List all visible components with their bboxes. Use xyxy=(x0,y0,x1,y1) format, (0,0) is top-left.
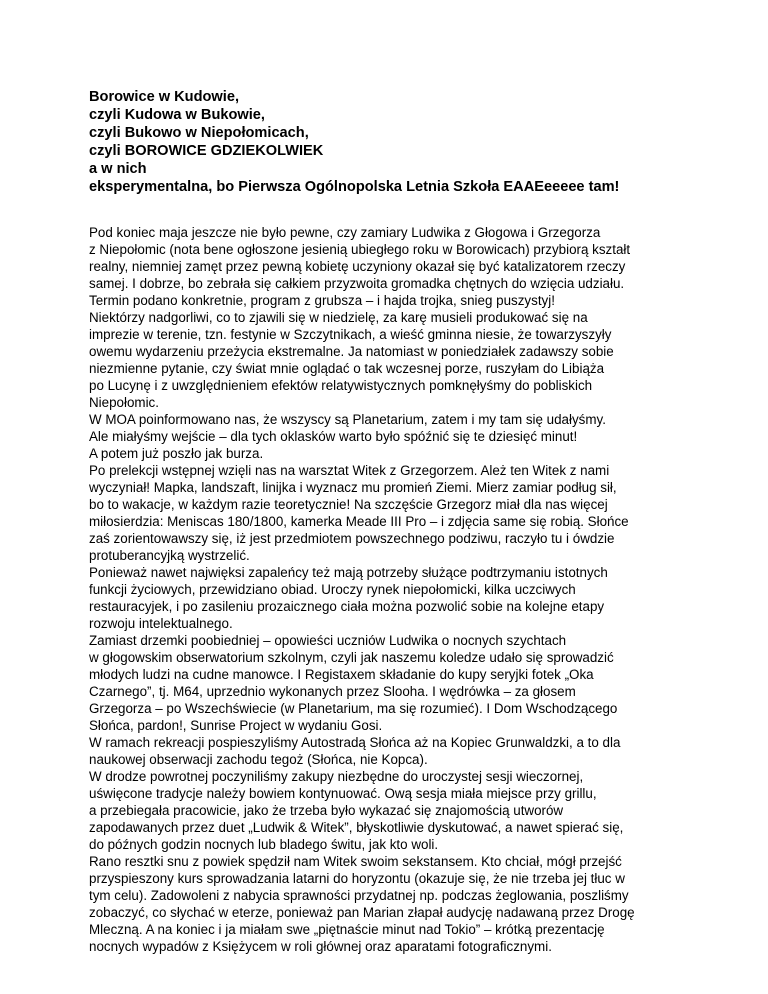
body-line: realny, niemniej zamęt przez pewną kobietę uczyniony okazał się być katalizatorem rzeczy xyxy=(89,259,626,274)
body-line: zapodawanych przez duet „Ludwik & Witek”, błyskotliwie dyskutować, a nawet spierać się, xyxy=(89,820,624,835)
heading-line: czyli BOROWICE GDZIEKOLWIEK xyxy=(89,143,324,159)
body-line: samej. I dobrze, bo zebrała się całkiem przyzwoita gromadka chętnych do wzięcia udziału. xyxy=(89,276,625,291)
body-line: Niepołomic. xyxy=(89,395,159,410)
body-line: Rano resztki snu z powiek spędził nam Witek swoim sekstansem. Kto chciał, mógł przejść xyxy=(89,854,622,869)
body-line: w głogowskim obserwatorium szkolnym, czyli jak naszemu koledze udało się sprowadzić xyxy=(89,650,614,665)
body-line: W ramach rekreacji pospieszyliśmy Autostradą Słońca aż na Kopiec Grunwaldzki, a to dla xyxy=(89,735,621,750)
body-line: tym celu). Zadowoleni z nabycia sprawności przydatnej np. podczas żeglowania, poszliśmy xyxy=(89,888,629,903)
body-line: miłosierdzia: Meniscas 180/1800, kamerka Meade III Pro – i zdjęcia same się robią. Słońce xyxy=(89,514,629,529)
body-line: a przebiegała pracowicie, jako że trzeba było wykazać się znajomością utworów xyxy=(89,803,564,818)
body-line: Po prelekcji wstępnej wzięli nas na warsztat Witek z Grzegorzem. Ależ ten Witek z nami xyxy=(89,463,610,478)
body-line: rozwoju intelektualnego. xyxy=(89,616,233,631)
document-body xyxy=(89,224,689,955)
body-line: do późnych godzin nocnych lub bladego świtu, jak kto woli. xyxy=(89,837,439,852)
document-page xyxy=(89,88,689,955)
body-line: nocnych wypadów z Księżycem w roli głównej oraz aparatami fotograficznymi. xyxy=(89,939,552,954)
body-line: przyspieszony kurs sprowadzania latarni do horyzontu (okazuje się, że nie trzeba jej tłuc w xyxy=(89,871,625,886)
body-line: Pod koniec maja jeszcze nie było pewne, czy zamiary Ludwika z Głogowa i Grzegorza xyxy=(89,225,601,240)
body-line: z Niepołomic (nota bene ogłoszone jesienią ubiegłego roku w Borowicach) przybiorą kształt xyxy=(89,242,631,257)
document-heading xyxy=(89,88,689,196)
body-line: Mleczną. A na koniec i ja miałam swe „piętnaście minut nad Tokio” – krótką prezentację xyxy=(89,922,605,937)
heading-line: czyli Bukowo w Niepołomicach, xyxy=(89,125,309,141)
body-line: Termin podano konkretnie, program z grubsza – i hajda trojka, snieg puszystyj! xyxy=(89,293,555,308)
body-line: Ponieważ nawet najwięksi zapaleńcy też mają potrzeby służące podtrzymaniu istotnych xyxy=(89,565,608,580)
body-line: zaś zorientowawszy się, iż jest przedmiotem powszechnego podziwu, raczyło tu i ówdzie xyxy=(89,531,615,546)
body-line: Słońca, pardon!, Sunrise Project w wydaniu Gosi. xyxy=(89,718,383,733)
body-line: W drodze powrotnej poczyniliśmy zakupy niezbędne do uroczystej sesji wieczornej, xyxy=(89,769,584,784)
body-line: po Lucynę i z uwzględnieniem efektów relatywistycznych pomknęłyśmy do pobliskich xyxy=(89,378,593,393)
body-line: imprezie w terenie, tzn. festynie w Szczytnikach, a wieść gminna niesie, że towarzyszyły xyxy=(89,327,612,342)
body-line: restauracyjek, i po zasileniu prozaicznego ciała można pozwolić sobie na kolejne etapy xyxy=(89,599,605,614)
heading-line: Borowice w Kudowie, xyxy=(89,89,240,105)
body-line: funkcji życiowych, przewidziano obiad. Uroczy rynek niepołomicki, kilka uczciwych xyxy=(89,582,576,597)
body-line: Czarnego”, tj. M64, uprzednio wykonanych przez Slooha. I wędrówka – za głosem xyxy=(89,684,576,699)
heading-line: a w nich xyxy=(89,161,147,177)
body-line: A potem już poszło jak burza. xyxy=(89,446,264,461)
body-line: W MOA poinformowano nas, że wszyscy są Planetarium, zatem i my tam się udałyśmy. xyxy=(89,412,606,427)
body-line: Grzegorza – po Wszechświecie (w Planetarium, ma się rozumieć). I Dom Wschodzącego xyxy=(89,701,618,716)
body-line: niezmienne pytanie, czy świat mnie oglądać o tak wczesnej porze, ruszyłam do Libiąża xyxy=(89,361,605,376)
body-line: wyczyniał! Mapka, landszaft, linijka i wyznacz mu promień Ziemi. Mierz zamiar podług sił, xyxy=(89,480,617,495)
body-line: bo to wakacje, w każdym razie teoretycznie! Na szczęście Grzegorz miał dla nas więcej xyxy=(89,497,608,512)
body-line: naukowej obserwacji zachodu tegoż (Słońca, nie Kopca). xyxy=(89,752,428,767)
body-line: Niektórzy nadgorliwi, co to zjawili się w niedzielę, za karę musieli produkować się na xyxy=(89,310,588,325)
body-line: młodych ludzi na cudne manowce. I Registaxem składanie do kupy seryjki fotek „Oka xyxy=(89,667,594,682)
body-line: Ale miałyśmy wejście – dla tych oklasków warto było spóźnić się te dziesięć minut! xyxy=(89,429,578,444)
body-line: protuberancyjką wystrzelić. xyxy=(89,548,250,563)
heading-line: czyli Kudowa w Bukowie, xyxy=(89,107,265,123)
heading-line: eksperymentalna, bo Pierwsza Ogólnopolska Letnia Szkoła EAAEeeeee tam! xyxy=(89,179,620,195)
body-line: Zamiast drzemki poobiedniej – opowieści uczniów Ludwika o nocnych szychtach xyxy=(89,633,567,648)
body-line: zobaczyć, co słychać w eterze, ponieważ pan Marian złapał audycję nadawaną przez Drogę xyxy=(89,905,635,920)
body-line: uświęcone tradycje należy bowiem kontynuować. Ową sesja miała miejsce przy grillu, xyxy=(89,786,597,801)
body-line: owemu wydarzeniu przeżycia ekstremalne. Ja natomiast w poniedziałek zadawszy sobie xyxy=(89,344,614,359)
